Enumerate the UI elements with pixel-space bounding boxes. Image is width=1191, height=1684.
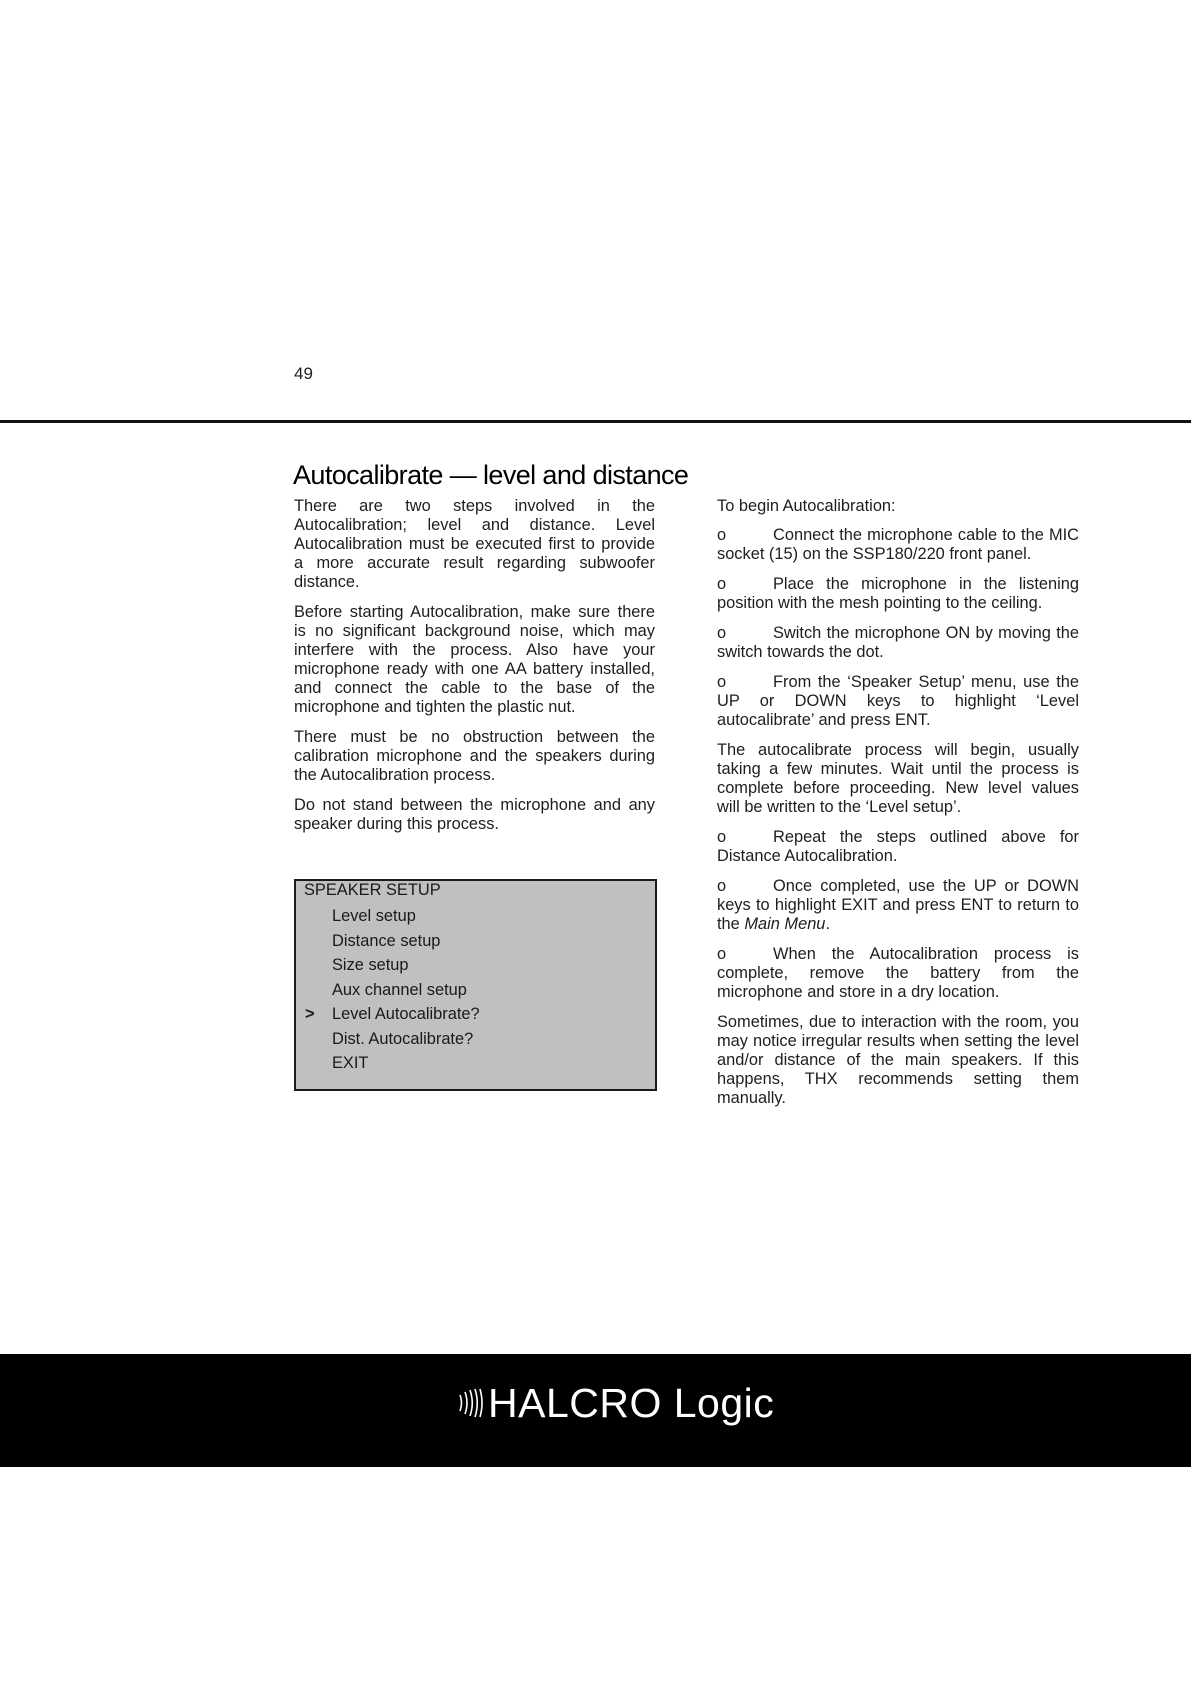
step-connect-cable — [717, 526, 1079, 564]
paragraph-two-steps: There are two steps involved in the Autocalibration; level and distance. Level Autocalibration must be executed first to provide a more accurate result regarding subwoofer distance. — [294, 497, 655, 591]
step-text: Repeat the steps outlined above for Distance Autocalibration. — [717, 828, 1079, 865]
step-place-microphone — [717, 575, 1079, 613]
step-switch-on — [717, 624, 1079, 662]
bullet-icon: o — [717, 624, 727, 642]
step-once-completed — [717, 877, 1079, 934]
menu-item-distance-setup — [296, 929, 655, 954]
step-text: Connect the microphone cable to the MIC socket (15) on the SSP180/220 front panel. — [717, 526, 1079, 563]
step-remove-battery — [717, 945, 1079, 1002]
brand-logo — [458, 1375, 774, 1431]
menu-cursor-icon: > — [305, 1005, 315, 1023]
left-column — [294, 497, 655, 845]
right-column — [717, 497, 1079, 1119]
paragraph-before-starting: Before starting Autocalibration, make sure there is no significant background noise, which may interfere with the process. Also have your microphone ready with one AA battery installed, and connect the cable to the base of the microphone and tighten the plastic nut. — [294, 603, 655, 716]
menu-title: SPEAKER SETUP — [304, 881, 441, 899]
bullet-icon: o — [717, 673, 727, 691]
bullet-icon: o — [717, 828, 727, 846]
menu-item-label: Level setup — [332, 907, 416, 925]
menu-item-label: Distance setup — [332, 931, 441, 950]
page-title: Autocalibrate — level and distance — [293, 460, 689, 490]
step-text: From the ‘Speaker Setup’ menu, use the UP or DOWN keys to highlight ‘Level autocalibrate’ and press ENT. — [717, 673, 1079, 729]
paragraph-no-obstruction: There must be no obstruction between the calibration microphone and the speakers during the Autocalibration process. — [294, 728, 655, 784]
steps-intro: To begin Autocalibration: — [717, 497, 896, 515]
menu-item-exit — [296, 1051, 655, 1076]
step-text: Switch the microphone ON by moving the switch towards the dot. — [717, 624, 1079, 661]
step-text-suffix: . — [825, 915, 830, 933]
brand-name: HALCRO Logic — [488, 1379, 775, 1426]
header-rule — [0, 420, 1191, 423]
step-select-level-autocalibrate — [717, 673, 1079, 730]
menu-item-level-setup — [296, 904, 655, 929]
bullet-icon: o — [717, 945, 727, 963]
menu-item-label: Size setup — [332, 956, 409, 974]
menu-item-aux-channel-setup — [296, 978, 655, 1003]
halcro-soundwave-icon — [458, 1383, 486, 1423]
menu-item-label: Aux channel setup — [332, 980, 467, 999]
paragraph-process-begins: The autocalibrate process will begin, usually taking a few minutes. Wait until the process is complete before proceeding. New level values will be written to the ‘Level setup’. — [717, 741, 1079, 816]
main-menu-reference: Main Menu — [744, 915, 826, 933]
menu-item-label: Level Autocalibrate? — [332, 1005, 480, 1023]
paragraph-irregular-results: Sometimes, due to interaction with the room, you may notice irregular results when setting the level and/or distance of the main speakers. If this happens, THX recommends setting them manually. — [717, 1013, 1079, 1107]
menu-item-list — [296, 904, 655, 1076]
step-text: When the Autocalibration process is complete, remove the battery from the microphone and store in a dry location. — [717, 945, 1079, 1001]
bullet-icon: o — [717, 575, 727, 593]
menu-item-label: EXIT — [332, 1054, 369, 1072]
menu-item-label: Dist. Autocalibrate? — [332, 1029, 474, 1048]
step-text: Place the microphone in the listening position with the mesh pointing to the ceiling. — [717, 575, 1079, 612]
step-repeat-distance — [717, 828, 1079, 866]
menu-item-size-setup — [296, 953, 655, 978]
bullet-icon: o — [717, 877, 727, 895]
bullet-icon: o — [717, 526, 727, 544]
menu-item-dist-autocalibrate — [296, 1027, 655, 1052]
step-text: Once completed, use the UP or DOWN keys to highlight EXIT and press ENT to return to the — [717, 877, 1079, 933]
paragraph-do-not-stand: Do not stand between the microphone and any speaker during this process. — [294, 796, 655, 833]
menu-item-level-autocalibrate — [296, 1002, 655, 1027]
page-number: 49 — [294, 364, 313, 383]
speaker-setup-menu-display — [294, 879, 657, 1091]
